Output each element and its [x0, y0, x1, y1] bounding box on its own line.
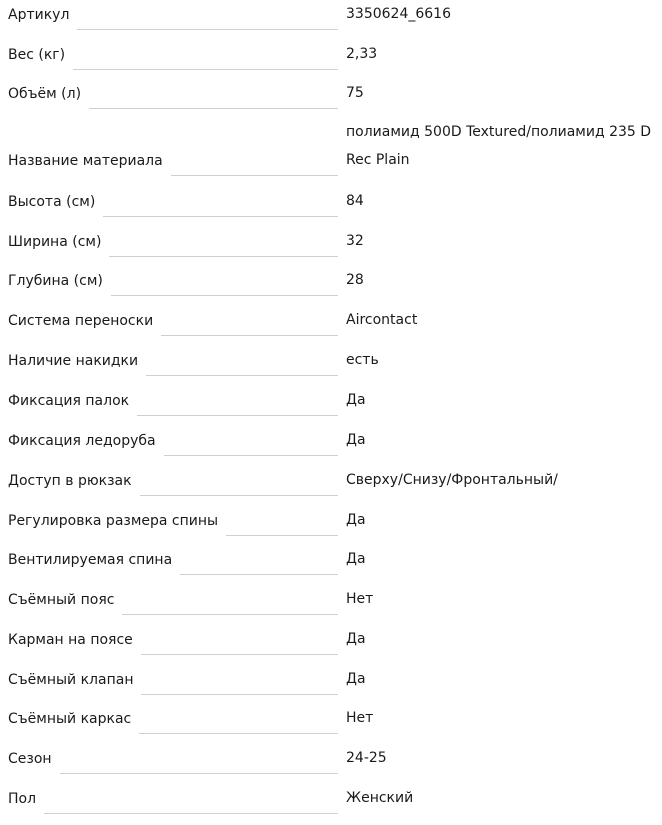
spec-value: [346, 40, 656, 68]
spec-value: [346, 704, 656, 732]
spec-label-cell: [0, 510, 338, 530]
spec-value: [346, 665, 656, 693]
spec-label: Пол: [8, 791, 37, 807]
spec-label-cell: [0, 270, 338, 290]
spec-value-text-line2: Rec Plain: [346, 152, 410, 168]
spec-label: Доступ в рюкзак: [8, 473, 132, 489]
spec-label: Высота (см): [8, 194, 96, 210]
spec-label-cell: [0, 430, 338, 450]
spec-row-pole-attach: [0, 386, 662, 426]
spec-row-rain-cover: [0, 346, 662, 386]
spec-label: Артикул: [8, 7, 70, 23]
spec-label-cell: [0, 470, 338, 490]
spec-value: [346, 585, 656, 613]
spec-row-season: [0, 744, 662, 784]
spec-value: [346, 306, 656, 334]
leader-line: [140, 494, 338, 496]
leader-line: [109, 255, 338, 257]
spec-value-text: полиамид 500D Textured/полиамид 235 D: [346, 124, 652, 140]
spec-label: Съёмный каркас: [8, 711, 132, 727]
leader-line: [141, 693, 338, 695]
leader-line: [146, 374, 338, 376]
spec-value-text: Да: [346, 631, 366, 647]
spec-value-text: 32: [346, 233, 364, 249]
leader-line: [226, 534, 338, 536]
spec-value-text: Да: [346, 671, 366, 687]
spec-value: [346, 506, 656, 534]
spec-value: [346, 79, 656, 107]
spec-label: Съёмный клапан: [8, 672, 134, 688]
spec-row-back-adjust: [0, 506, 662, 546]
spec-row-depth: [0, 266, 662, 306]
spec-label-cell: [0, 310, 338, 330]
spec-value-text: Да: [346, 512, 366, 528]
leader-line: [111, 294, 338, 296]
spec-label: Съёмный пояс: [8, 592, 115, 608]
leader-line: [60, 772, 338, 774]
spec-value-text: Да: [346, 392, 366, 408]
spec-value: [346, 784, 656, 812]
spec-value: [346, 386, 656, 414]
spec-label-cell: [0, 549, 338, 569]
leader-line: [103, 215, 338, 217]
spec-value-text: 2,33: [346, 46, 378, 62]
spec-value-text: Сверху/Снизу/Фронтальный/: [346, 472, 558, 488]
spec-label: Ширина (см): [8, 234, 102, 250]
spec-value: [346, 227, 656, 255]
spec-value: [346, 466, 656, 494]
spec-label: Фиксация палок: [8, 393, 130, 409]
spec-row-article: [0, 0, 662, 40]
leader-line: [141, 653, 338, 655]
spec-label: Вес (кг): [8, 47, 66, 63]
spec-value: [346, 346, 656, 374]
spec-value-text: Да: [346, 432, 366, 448]
spec-value-text: 84: [346, 193, 364, 209]
spec-row-volume: [0, 79, 662, 119]
spec-value: [346, 545, 656, 573]
spec-value-text: Aircontact: [346, 312, 418, 328]
spec-label: Сезон: [8, 751, 52, 767]
leader-line: [73, 68, 338, 70]
spec-label-cell: [0, 44, 338, 64]
spec-row-material: [0, 118, 662, 186]
spec-value-text: Женский: [346, 790, 414, 806]
spec-value-text: Да: [346, 551, 366, 567]
spec-value: [346, 0, 656, 28]
spec-label-cell: [0, 788, 338, 808]
leader-line: [44, 812, 338, 814]
spec-label: Глубина (см): [8, 273, 103, 289]
spec-value-text: 3350624_6616: [346, 6, 451, 22]
spec-label: Вентилируемая спина: [8, 552, 173, 568]
spec-row-width: [0, 227, 662, 267]
spec-label: Объём (л): [8, 86, 82, 102]
spec-label-cell: [0, 629, 338, 649]
spec-value: [346, 187, 656, 215]
spec-label-cell: [0, 589, 338, 609]
leader-line: [164, 454, 338, 456]
spec-value-text: 24-25: [346, 750, 387, 766]
spec-value: [346, 118, 656, 174]
spec-label: Фиксация ледоруба: [8, 433, 156, 449]
leader-line: [137, 414, 338, 416]
spec-row-removable-frame: [0, 704, 662, 744]
spec-value-text: есть: [346, 352, 379, 368]
spec-value: [346, 266, 656, 294]
spec-row-ventilated-back: [0, 545, 662, 585]
spec-label-cell: [0, 390, 338, 410]
spec-label-cell: [0, 4, 338, 24]
spec-label-cell: [0, 83, 338, 103]
spec-label-cell: [0, 669, 338, 689]
spec-label-cell: [0, 150, 338, 170]
spec-label-cell: [0, 350, 338, 370]
leader-line: [171, 174, 338, 176]
leader-line: [139, 732, 338, 734]
spec-label-cell: [0, 708, 338, 728]
spec-label: Карман на поясе: [8, 632, 133, 648]
spec-label-cell: [0, 748, 338, 768]
spec-value: [346, 426, 656, 454]
spec-row-removable-belt: [0, 585, 662, 625]
leader-line: [122, 613, 338, 615]
spec-value-text: Нет: [346, 591, 374, 607]
leader-line: [180, 573, 338, 575]
spec-label: Регулировка размера спины: [8, 513, 219, 529]
spec-row-gender: [0, 784, 662, 824]
leader-line: [77, 28, 338, 30]
spec-value-text: 75: [346, 85, 364, 101]
spec-row-ice-axe-attach: [0, 426, 662, 466]
leader-line: [89, 107, 338, 109]
spec-label: Наличие накидки: [8, 353, 139, 369]
spec-row-access: [0, 466, 662, 506]
spec-value: [346, 744, 656, 772]
spec-label: Система переноски: [8, 313, 154, 329]
spec-label: Название материала: [8, 153, 163, 169]
spec-value-text: 28: [346, 272, 364, 288]
spec-value-text: Нет: [346, 710, 374, 726]
leader-line: [161, 334, 338, 336]
spec-row-carry-system: [0, 306, 662, 346]
spec-row-removable-lid: [0, 665, 662, 705]
spec-label-cell: [0, 231, 338, 251]
spec-row-weight: [0, 40, 662, 80]
spec-row-height: [0, 187, 662, 227]
spec-row-belt-pocket: [0, 625, 662, 665]
spec-value: [346, 625, 656, 653]
spec-label-cell: [0, 191, 338, 211]
